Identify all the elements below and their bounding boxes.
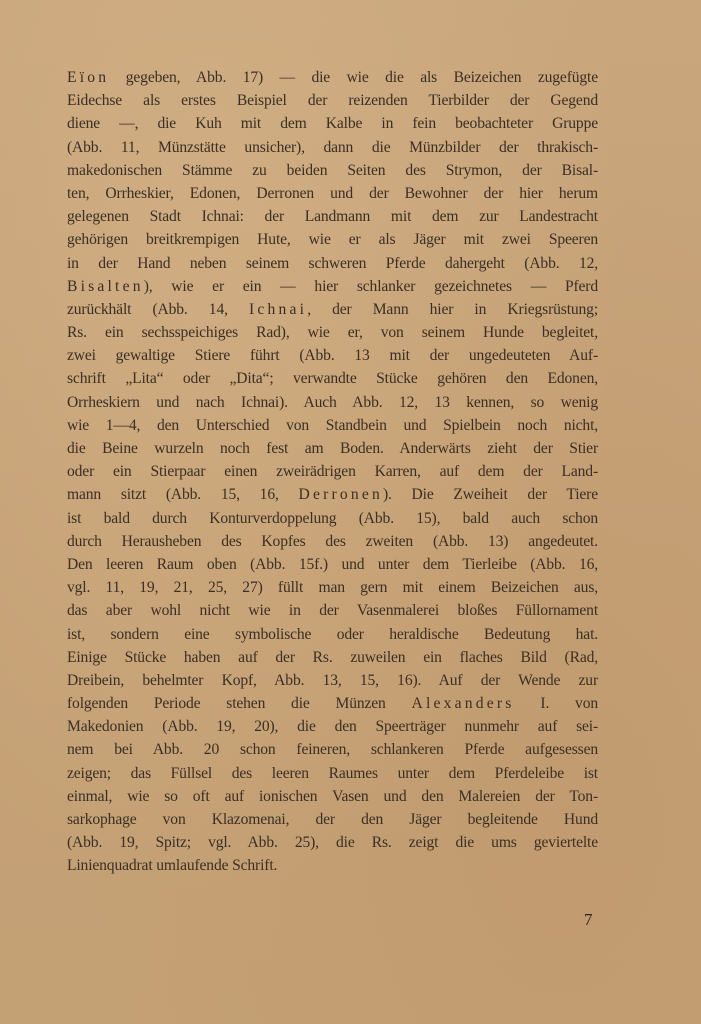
text-line (67, 112, 598, 135)
line-text: mann sitzt (Abb. 15, 16, (67, 486, 299, 504)
line-text: (Abb. 19, Spitz; vgl. Abb. 25), die Rs. zeigt die ums geviertelte (67, 834, 598, 852)
line-text: die Beine wurzeln noch fest am Boden. Anderwärts zieht der Stier (67, 440, 598, 457)
text-line (67, 692, 598, 715)
text-line (67, 762, 598, 785)
text-line (67, 321, 598, 344)
text-line (67, 136, 598, 159)
text-line (67, 437, 598, 460)
line-text: zwei gewaltige Stiere führt (Abb. 13 mit der ungedeuteten Auf- (67, 347, 598, 365)
spaced-name: Eïon (67, 69, 110, 86)
body-text (67, 66, 598, 878)
line-text: ). Die Zweiheit der Tiere (382, 486, 598, 504)
line-text: (Abb. 11, Münzstätte unsicher), dann die Münzbilder der thrakisch- (67, 138, 598, 156)
line-text: vgl. 11, 19, 21, 25, 27) füllt man gern mit einem Beizeichen aus, (67, 579, 598, 597)
text-line (67, 599, 598, 622)
line-text: durch Herausheben des Kopfes des zweiten (Abb. 13) angedeutet. (67, 532, 598, 550)
text-line (67, 738, 598, 761)
text-line (67, 205, 598, 228)
text-line (67, 530, 598, 553)
text-line (67, 414, 598, 437)
line-text: einmal, wie so oft auf ionischen Vasen und den Malereien der Ton- (67, 787, 598, 805)
line-text: Eidechse als erstes Beispiel der reizenden Tierbilder der Gegend (67, 92, 598, 110)
line-text: ten, Orrheskier, Edonen, Derronen und der Bewohner der hier herum (67, 184, 598, 202)
line-text: I. von (514, 695, 598, 713)
line-text: Einige Stücke haben auf der Rs. zuweilen ein flaches Bild (Rad, (67, 648, 598, 666)
text-line (67, 275, 598, 298)
text-line (67, 808, 598, 831)
text-line (67, 298, 598, 321)
spaced-name: Bisalten (67, 277, 144, 295)
spaced-name: Ichnai (249, 300, 308, 318)
spaced-name: Alexanders (411, 695, 515, 713)
text-line (67, 391, 598, 414)
line-text: , der Mann hier in Kriegsrüstung; (307, 300, 599, 318)
line-text: wie 1—4, den Unterschied von Standbein und Spielbein noch nicht, (67, 416, 598, 434)
line-text: nem bei Abb. 20 schon feineren, schlankeren Pferde aufgesessen (67, 741, 598, 759)
line-text: folgenden Periode stehen die Münzen (67, 695, 412, 713)
line-text: ist bald durch Konturverdoppelung (Abb. 15), bald auch schon (67, 509, 598, 527)
line-text: in der Hand neben seinem schweren Pferde dahergeht (Abb. 12, (67, 254, 598, 272)
text-line (67, 854, 598, 877)
text-line (67, 715, 598, 738)
text-line (67, 228, 598, 251)
line-text: Linienquadrat umlaufende Schrift. (67, 857, 278, 875)
line-text: zurückhält (Abb. 14, (67, 300, 250, 318)
text-line (67, 367, 598, 390)
text-line (67, 623, 598, 646)
line-text: gelegenen Stadt Ichnai: der Landmann mit dem zur Landestracht (67, 208, 598, 226)
text-line (67, 785, 598, 808)
line-text: ist, sondern eine symbolische oder heraldische Bedeutung hat. (67, 625, 598, 643)
text-line (67, 553, 598, 576)
line-text: Orrheskiern und nach Ichnai). Auch Abb. 12, 13 kennen, so wenig (67, 393, 598, 411)
text-line (67, 252, 598, 275)
line-text: gegeben, Abb. 17) — die wie die als Beizeichen zugefügte (109, 69, 598, 86)
line-text: makedonischen Stämme zu beiden Seiten des Strymon, der Bisal- (67, 161, 598, 179)
line-text: Makedonien (Abb. 19, 20), die den Speerträger nunmehr auf sei- (67, 718, 598, 736)
line-text: schrift „Lita“ oder „Dita“; verwandte Stücke gehören den Edonen, (67, 370, 598, 388)
text-line (67, 507, 598, 530)
line-text: gehörigen breitkrempigen Hute, wie er als Jäger mit zwei Speeren (67, 231, 598, 249)
text-line (67, 576, 598, 599)
text-line (67, 646, 598, 669)
text-line (67, 89, 598, 112)
line-text: sarkophage von Klazomenai, der den Jäger begleitende Hund (67, 811, 598, 828)
text-line (67, 831, 598, 854)
text-line (67, 159, 598, 182)
spaced-name: Derronen (298, 486, 383, 504)
line-text: Dreibein, behelmter Kopf, Abb. 13, 15, 16). Auf der Wende zur (67, 671, 598, 689)
line-text: ), wie er ein — hier schlanker gezeichnetes — Pferd (143, 277, 598, 295)
line-text: oder ein Stierpaar einen zweirädrigen Karren, auf dem der Land- (67, 463, 598, 481)
line-text: zeigen; das Füllsel des leeren Raumes unter dem Pferdeleibe ist (67, 764, 598, 782)
text-line (67, 669, 598, 692)
text-line (67, 344, 598, 367)
page-number: 7 (584, 910, 593, 929)
text-line (67, 182, 598, 205)
line-text: diene —, die Kuh mit dem Kalbe in fein beobachteter Gruppe (67, 115, 598, 133)
line-text: Den leeren Raum oben (Abb. 15f.) und unter dem Tierleibe (Abb. 16, (67, 555, 598, 573)
text-line (67, 460, 598, 483)
text-line (67, 66, 598, 89)
line-text: Rs. ein sechsspeichiges Rad), wie er, von seinem Hunde begleitet, (67, 324, 598, 342)
text-line (67, 483, 598, 506)
line-text: das aber wohl nicht wie in der Vasenmalerei bloßes Füllornament (67, 602, 598, 620)
